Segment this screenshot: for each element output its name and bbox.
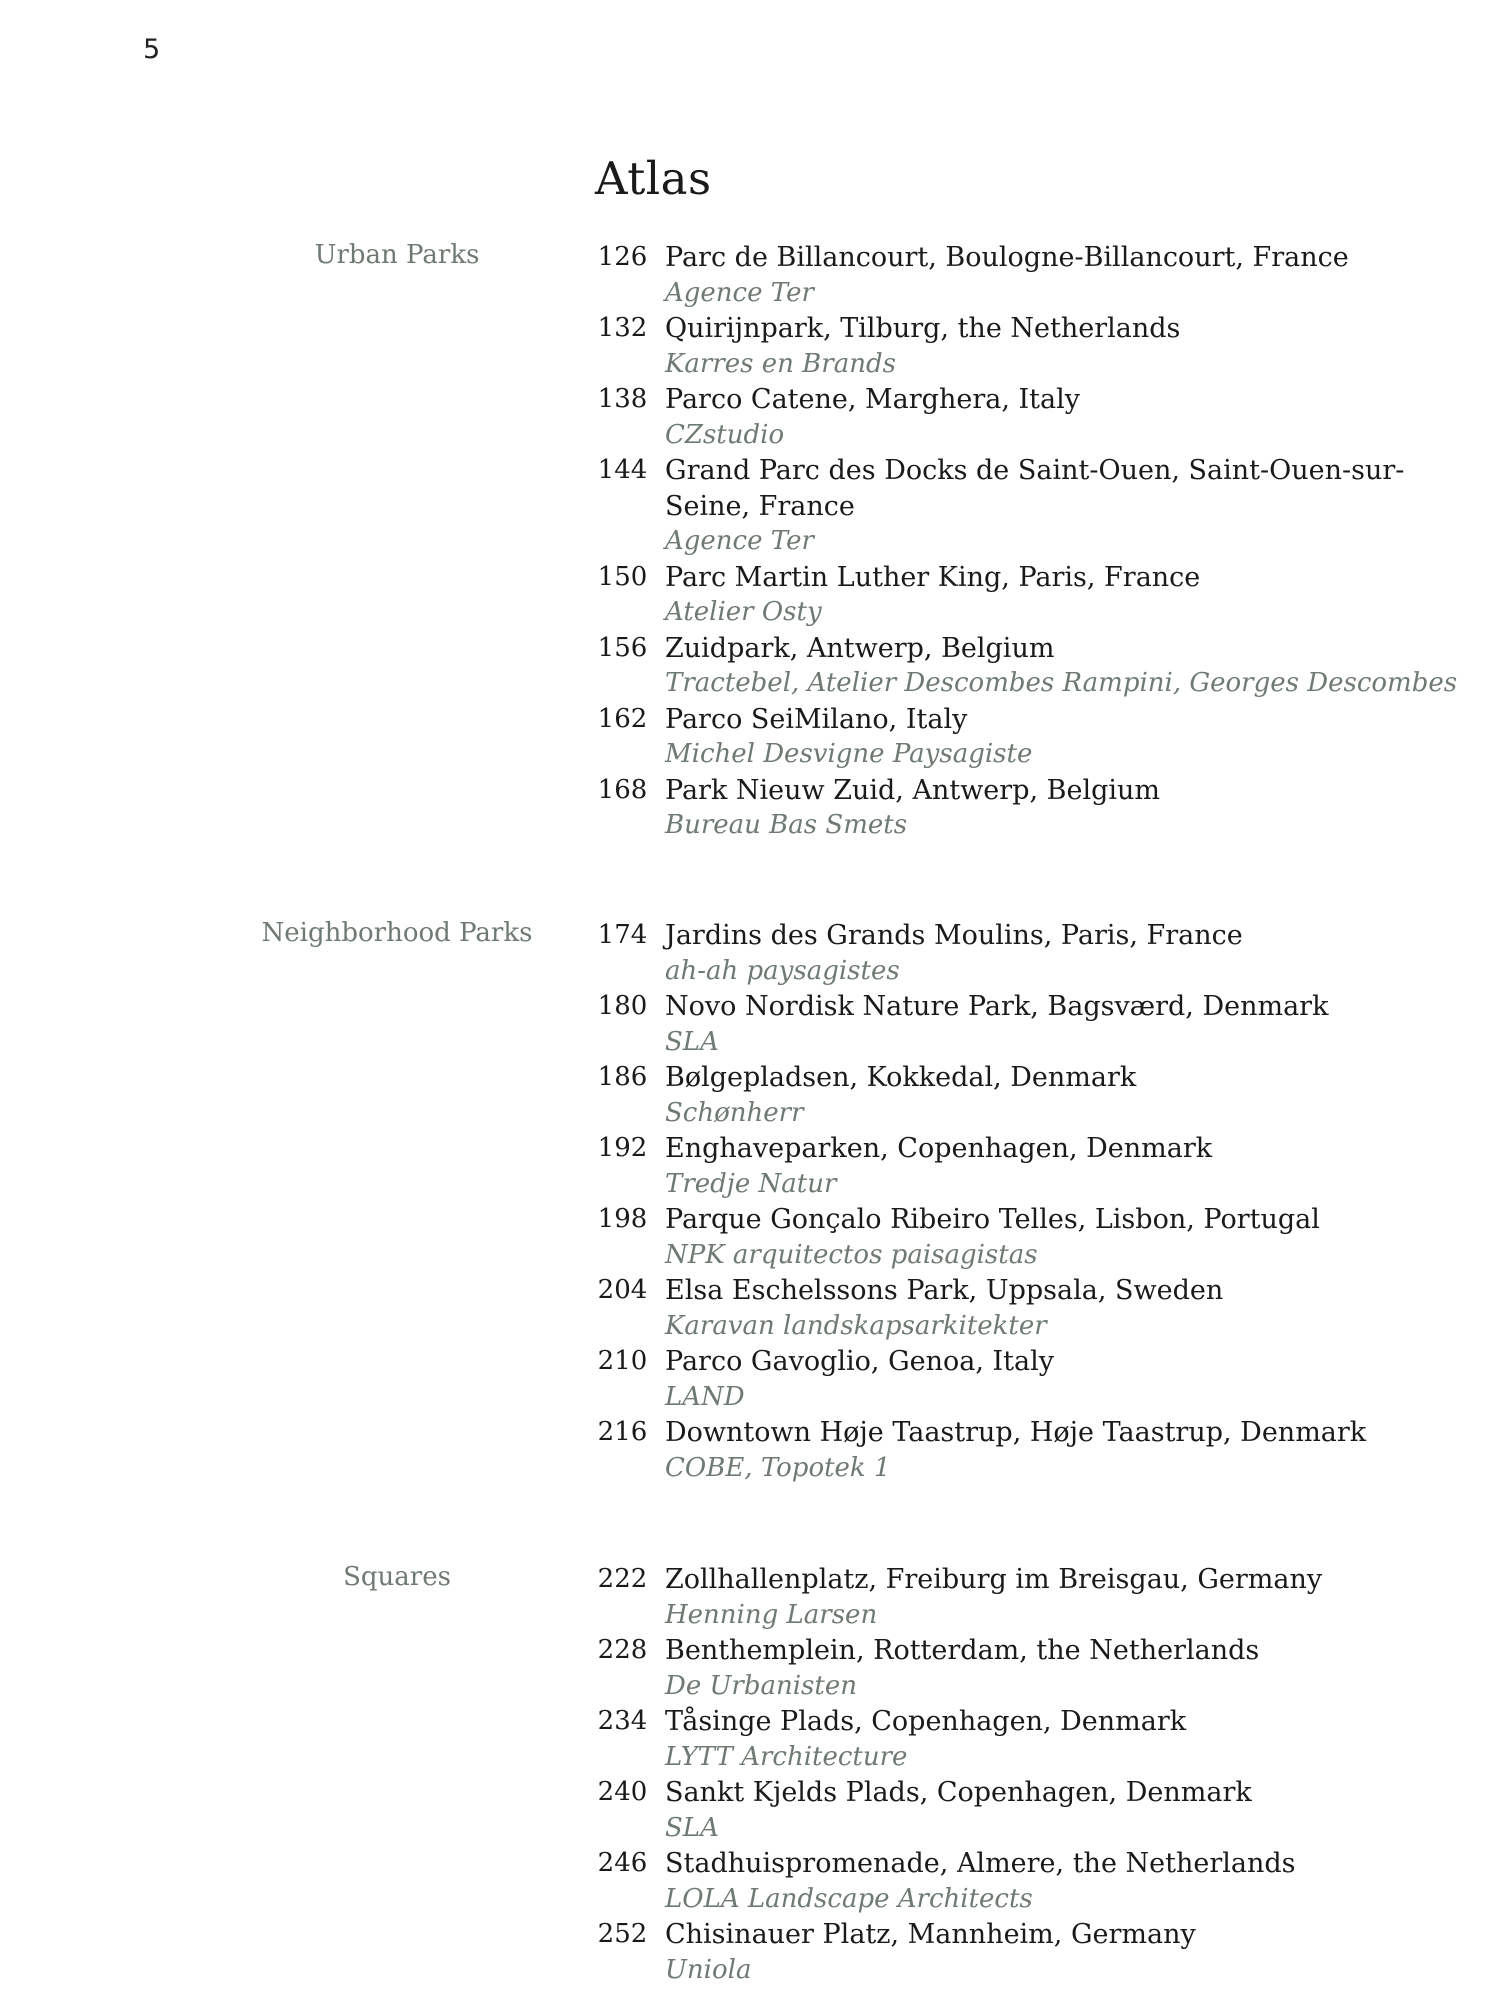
- toc-entry[interactable]: [580, 918, 1460, 989]
- entry-author: Agence Ter: [665, 526, 814, 556]
- entry-author: CZstudio: [665, 419, 785, 450]
- entry-body: [665, 989, 1460, 1060]
- entry-title: Chisinauer Platz, Mannheim, Germany: [665, 1919, 1196, 1950]
- entry-body: [665, 453, 1460, 560]
- toc-entry[interactable]: [580, 1202, 1460, 1273]
- entry-title: Quirijnpark, Tilburg, the Netherlands: [665, 313, 1181, 344]
- toc-entry[interactable]: [580, 989, 1460, 1060]
- entry-author: Uniola: [665, 1954, 752, 1985]
- entry-title: Parque Gonçalo Ribeiro Telles, Lisbon, Portugal: [665, 1204, 1320, 1235]
- entry-author: Bureau Bas Smets: [665, 810, 908, 840]
- toc-entry[interactable]: [580, 702, 1460, 773]
- entry-author: Henning Larsen: [665, 1599, 878, 1630]
- entry-title: Elsa Eschelssons Park, Uppsala, Sweden: [665, 1275, 1224, 1306]
- entry-page-number: 150: [597, 561, 648, 592]
- entry-page-number: 138: [597, 384, 648, 414]
- entry-body: [665, 1273, 1460, 1344]
- entry-title: Parc de Billancourt, Boulogne-Billancourt, France: [665, 242, 1349, 273]
- section-label: Urban Parks: [314, 240, 480, 270]
- entry-title: Novo Nordisk Nature Park, Bagsværd, Denmark: [665, 991, 1329, 1022]
- entry-page-number: 204: [597, 1275, 648, 1305]
- entry-page-number: 246: [597, 1848, 648, 1878]
- entry-page-number: 252: [597, 1919, 648, 1949]
- entry-author: Karavan landskapsarkitekter: [665, 1310, 1047, 1341]
- entry-title: Tåsinge Plads, Copenhagen, Denmark: [665, 1706, 1187, 1737]
- entry-list: [580, 1562, 1460, 1988]
- entry-page-number: 162: [597, 703, 648, 734]
- entry-author: Tredje Natur: [665, 1168, 837, 1199]
- entry-author: Schønherr: [665, 1097, 804, 1128]
- entry-title: Sankt Kjelds Plads, Copenhagen, Denmark: [665, 1777, 1252, 1808]
- entry-title: Zollhallenplatz, Freiburg im Breisgau, Germany: [665, 1564, 1323, 1595]
- entry-page-number: 126: [597, 242, 648, 272]
- entry-author: Karres en Brands: [665, 348, 896, 379]
- entry-author: ah-ah paysagistes: [665, 955, 900, 986]
- entry-author: Atelier Osty: [665, 597, 822, 627]
- section-label: Squares: [343, 1562, 451, 1592]
- toc-entry[interactable]: [580, 1775, 1460, 1846]
- entry-title: Benthemplein, Rotterdam, the Netherlands: [665, 1635, 1260, 1666]
- toc-entry[interactable]: [580, 1633, 1460, 1704]
- entry-body: [665, 702, 1460, 773]
- entry-body: [665, 1131, 1460, 1202]
- page-number: 5: [143, 34, 161, 65]
- entry-title: Parco SeiMilano, Italy: [665, 703, 968, 735]
- entry-author: De Urbanisten: [665, 1670, 857, 1701]
- entry-body: [665, 1846, 1460, 1917]
- entry-author: Tractebel, Atelier Descombes Rampini, Georges Descombes: [665, 668, 1458, 698]
- toc-entry[interactable]: [580, 773, 1460, 844]
- entry-body: [665, 1344, 1460, 1415]
- entry-body: [665, 1415, 1460, 1486]
- entry-body: [665, 631, 1460, 702]
- entry-page-number: 192: [597, 1133, 648, 1163]
- toc-entry[interactable]: [580, 382, 1460, 453]
- entry-page-number: 132: [597, 313, 648, 343]
- toc-entry[interactable]: [580, 453, 1460, 560]
- entry-body: [665, 1704, 1460, 1775]
- entry-page-number: 216: [597, 1417, 648, 1447]
- entry-body: [665, 1633, 1460, 1704]
- entry-author: COBE, Topotek 1: [665, 1452, 891, 1483]
- entry-page-number: 174: [597, 920, 648, 950]
- entry-body: [665, 1562, 1460, 1633]
- entry-author: LYTT Architecture: [665, 1741, 908, 1772]
- entry-body: [665, 918, 1460, 989]
- section-label: Neighborhood Parks: [261, 918, 533, 948]
- entry-page-number: 228: [597, 1635, 648, 1665]
- entry-page-number: 198: [597, 1204, 648, 1234]
- entry-body: [665, 1917, 1460, 1988]
- toc-entry[interactable]: [580, 1917, 1460, 1988]
- toc-entry[interactable]: [580, 240, 1460, 311]
- entry-page-number: 144: [597, 455, 648, 485]
- toc-entry[interactable]: [580, 631, 1460, 702]
- entry-body: [665, 382, 1460, 453]
- entry-title: Parco Gavoglio, Genoa, Italy: [665, 1346, 1055, 1377]
- entry-page-number: 222: [597, 1564, 648, 1594]
- entry-page-number: 156: [597, 632, 648, 663]
- page-title: Atlas: [595, 152, 712, 205]
- entry-list: [580, 240, 1460, 844]
- entry-body: [665, 311, 1460, 382]
- entry-body: [665, 1202, 1460, 1273]
- toc-entry[interactable]: [580, 1562, 1460, 1633]
- entry-page-number: 240: [597, 1777, 648, 1807]
- entry-title: Park Nieuw Zuid, Antwerp, Belgium: [665, 774, 1161, 806]
- entry-title: Stadhuispromenade, Almere, the Netherlands: [665, 1848, 1296, 1879]
- entry-title: Bølgepladsen, Kokkedal, Denmark: [665, 1062, 1137, 1093]
- entry-body: [665, 560, 1460, 631]
- entry-body: [665, 1060, 1460, 1131]
- entry-author: SLA: [665, 1812, 719, 1843]
- entry-author: SLA: [665, 1026, 719, 1057]
- entry-title: Enghaveparken, Copenhagen, Denmark: [665, 1133, 1213, 1164]
- toc-entry[interactable]: [580, 311, 1460, 382]
- toc-entry[interactable]: [580, 1704, 1460, 1775]
- entry-title: Downtown Høje Taastrup, Høje Taastrup, Denmark: [665, 1417, 1367, 1448]
- entry-title: Parc Martin Luther King, Paris, France: [665, 561, 1201, 593]
- entry-title: Jardins des Grands Moulins, Paris, France: [665, 920, 1243, 951]
- toc-entry[interactable]: [580, 1131, 1460, 1202]
- toc-entry[interactable]: [580, 1344, 1460, 1415]
- entry-body: [665, 240, 1460, 311]
- entry-page-number: 180: [597, 991, 648, 1021]
- toc-entry[interactable]: [580, 1415, 1460, 1486]
- entry-title: Zuidpark, Antwerp, Belgium: [665, 632, 1055, 664]
- entry-author: Agence Ter: [665, 277, 814, 308]
- entry-title: Parco Catene, Marghera, Italy: [665, 384, 1081, 415]
- entry-author: Michel Desvigne Paysagiste: [665, 739, 1033, 769]
- toc-entry[interactable]: [580, 560, 1460, 631]
- entry-body: [665, 1775, 1460, 1846]
- entry-page-number: 168: [597, 774, 648, 805]
- toc-entry[interactable]: [580, 1846, 1460, 1917]
- entry-author: LAND: [665, 1381, 745, 1412]
- entry-body: [665, 773, 1460, 844]
- entry-page-number: 234: [597, 1706, 648, 1736]
- toc-entry[interactable]: [580, 1060, 1460, 1131]
- entry-page-number: 186: [597, 1062, 648, 1092]
- entry-author: NPK arquitectos paisagistas: [665, 1239, 1038, 1270]
- entry-page-number: 210: [597, 1346, 648, 1376]
- toc-entry[interactable]: [580, 1273, 1460, 1344]
- entry-author: LOLA Landscape Architects: [665, 1883, 1033, 1914]
- entry-list: [580, 918, 1460, 1486]
- entry-title: Grand Parc des Docks de Saint-Ouen, Saint-Ouen-sur-Seine, France: [665, 455, 1405, 522]
